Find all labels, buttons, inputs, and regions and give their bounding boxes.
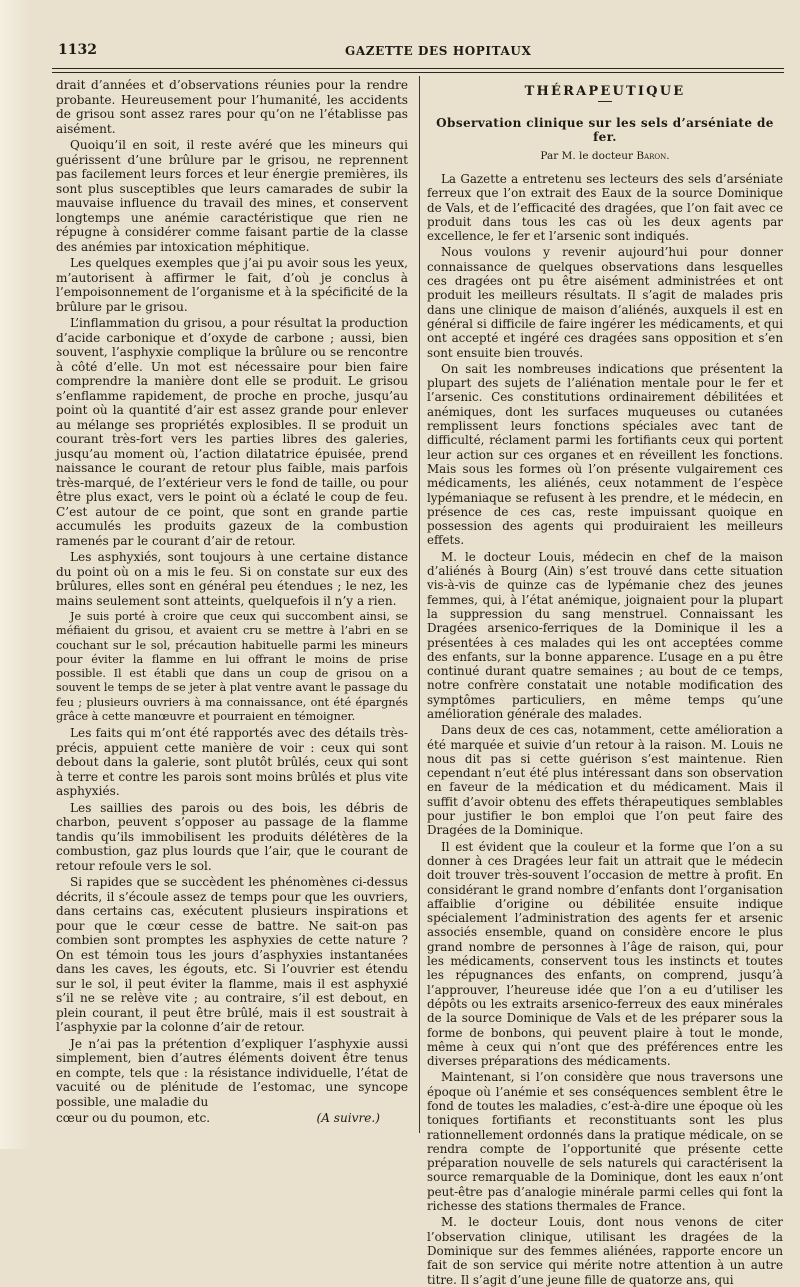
header-rule-thin [52, 72, 784, 73]
paragraph: Nous voulons y revenir aujourd’hui pour donner connaissance de quelques observations dans lesquelles ces dragées ont pu être aisément administrées et ont produit les meilleurs résultats. Il s’agit de malades pris dans une clinique de maison d’aliénés, auxquels il est en général si difficile de faire ingérer les médicaments, et qui ont accepté et ingéré ces dragées sans opposition et s’en sont ensuite bien trouvés. [427, 245, 783, 360]
paragraph: Il est évident que la couleur et la forme que l’on a su donner à ces Dragées leur fait un attrait que le médecin doit trouver très-souvent l’occasion de mettre à profit. En considérant le grand nombre d’enfants dont l’organisation affaiblie d’origine ou débilitée ensuite indique spécialement l’administration des agents fer et arsenic associés ensemble, quand on considère encore le plus grand nombre de personnes à l’âge de raison, qui, pour les médicaments, conservent tous les instincts et toutes les répugnances des enfants, on comprend, jusqu’à l’approuver, l’heureuse idée que l’on a eu d’utiliser les dépôts ou les extraits arsenico-ferreux des eaux minérales de la source Dominique de Vals et de les préparer sous la forme de bonbons, qui peuvent plaire à tout le monde, même à ceux qui n’ont que des préférences entre les diverses préparations des médicaments. [427, 839, 783, 1069]
paragraph: L’inflammation du grisou, a pour résultat la production d’acide carbonique et d’oxyde de carbone ; aussi, bien souvent, l’asphyxie complique la brûlure ou se rencontre à côté d’elle. Un mot est nécessaire pour bien faire comprendre la manière dont elle se produit. Le grisou s’enflamme rapidement, de proche en proche, jusqu’au point où la quantité d’air est assez grande pour enlever au mélange ses propriétés explosibles. Il se produit un courant très-fort vers les parties libres des galeries, jusqu’au moment où, l’action dilatatrice épuisée, prend naissance le courant de retour plus faible, mais parfois très-marqué, de l’extérieur vers le fond de taille, ou pour être plus exact, vers le point où a éclaté le coup de feu. C’est autour de ce point, que sont en grande partie accumulés les produits gazeux de la combustion ramenés par le courant d’air de retour. [56, 316, 408, 548]
paragraph: M. le docteur Louis, dont nous venons de citer l’observation clinique, utilisant les dragées de la Dominique sur des femmes aliénées, rapporte encore un fait de son service qui mérite notre attention à un autre titre. Il s’agit d’une jeune fille de quatorze ans, qui [427, 1215, 783, 1287]
paragraph: Si rapides que se succèdent les phénomènes ci-dessus décrits, il s’écoule assez de temps pour que les ouvriers, dans certains cas, exécutent plusieurs inspirations et pour que le cœur cesse de battre. Ne sait-on pas combien sont promptes les asphyxies de cette nature ? On est témoin tous les jours d’asphyxies instantanées dans les caves, les égouts, etc. Si l’ouvrier est étendu sur le sol, il peut éviter la flamme, mais il est asphyxié s’il ne se relève vite ; au contraire, s’il est debout, en plein courant, il peut être brûlé, mais il est soustrait à l’asphyxie par la colonne d’air de retour. [56, 875, 408, 1035]
paragraph: Les saillies des parois ou des bois, les débris de charbon, peuvent s’opposer au passage de la flamme tandis qu’ils immobilisent les produits délétères de la combustion, gaz plus lourds que l’air, que le courant de retour refoule vers le sol. [56, 800, 408, 873]
page-edge [0, 0, 32, 1149]
section-rule [598, 101, 612, 102]
byline-author: Baron. [636, 150, 670, 162]
header-rule [52, 68, 784, 69]
last-line: cœur ou du poumon, etc. [56, 1111, 211, 1126]
byline-prefix: Par M. le docteur [540, 150, 634, 162]
column-divider [419, 76, 420, 1133]
paragraph: Maintenant, si l’on considère que nous traversons une époque où l’anémie et ses conséquences semblent être le fond de toutes les maladies, c’est-à-dire une époque où les toniques fortifiants et reconstituants sont les plus rationnellement ordonnés dans la pratique médicale, on se rendra compte de l’opportunité que présente cette préparation nouvelle de sels naturels qui caractérisent la source remarquable de la Dominique, dont les eaux n’ont peut-être pas d’analogie minérale parmi celles qui font la richesse des stations thermales de France. [427, 1070, 783, 1214]
paragraph: Je suis porté à croire que ceux qui succombent ainsi, se méfiaient du grisou, et avaient cru se mettre à l’abri en se couchant sur le sol, précaution habituelle parmi les mineurs pour éviter la flamme en lui offrant le moins de prise possible. Il est établi que dans un coup de grisou on a souvent le temps de se jeter à plat ventre avant le passage du feu ; plusieurs ouvriers à ma connaissance, ont été épargnés grâce à cette manœuvre et pourraient en témoigner. [56, 610, 408, 724]
byline [427, 150, 783, 162]
closing-line [56, 1111, 408, 1125]
section-title: THÉRAPEUTIQUE [524, 84, 686, 99]
paragraph: Dans deux de ces cas, notamment, cette amélioration a été marquée et suivie d’un retour à la raison. M. Louis ne nous dit pas si cette guérison s’est maintenue. Rien cependant n’eut été plus intéressant dans son observation en faveur de la médication et du médicament. Mais il suffit d’avoir obtenu des effets thérapeutiques semblables pour justifier le bon emploi que l’on peut faire des Dragées de la Dominique. [427, 723, 783, 838]
article-title: Observation clinique sur les sels d’arséniate de fer. [436, 116, 774, 144]
paragraph: Les asphyxiés, sont toujours à une certaine distance du point où on a mis le feu. Si on constate sur eux des brûlures, elles sont en général peu étendues ; le nez, les mains seulement sont atteints, quelquefois il n’y a rien. [56, 550, 408, 608]
paragraph: M. le docteur Louis, médecin en chef de la maison d’aliénés à Bourg (Ain) s’est trouvé dans cette situation vis-à-vis de quinze cas de lypémanie chez des jeunes femmes, qui, à l’état anémique, joignaient pour la plupart la suppression du sang menstruel. Connaissant les Dragées arsenico-ferriques de la Dominique il les a présentées à ces malades qui les ont acceptées comme des enfants, sur la bonne apparence. L’usage en a pu être continué durant quatre semaines ; au bout de ce temps, notre confrère constatait une notable modification des symptômes particuliers, en même temps qu’une amélioration générale des malades. [427, 549, 783, 721]
right-column [427, 78, 783, 1287]
paragraph: Quoiqu’il en soit, il reste avéré que les mineurs qui guérissent d’une brûlure par le grisou, ne reprennent pas facilement leurs forces et leur énergie premières, ils sont plus susceptibles que leurs camarades de subir la mauvaise influence du travail des mines, et conservent longtemps une anémie caractéristique que rien ne répugne à considérer comme faisant partie de la classe des anémies par intoxication méphitique. [56, 138, 408, 254]
paragraph: drait d’années et d’observations réunies pour la rendre probante. Heureusement pour l’humanité, les accidents de grisou sont assez rares pour qu’on ne l’établisse pas aisément. [56, 78, 408, 136]
left-column [56, 78, 408, 1134]
continued-note: (A suivre.) [316, 1111, 380, 1126]
running-title: GAZETTE DES HOPITAUX [345, 44, 532, 58]
paragraph: La Gazette a entretenu ses lecteurs des sels d’arséniate ferreux que l’on extrait des Eaux de la source Dominique de Vals, et de l’efficacité des dragées, que l’on fait avec ce produit dans tous les cas où les deux agents par excellence, le fer et l’arsenic sont indiqués. [427, 172, 783, 244]
paragraph: Je n’ai pas la prétention d’expliquer l’asphyxie aussi simplement, bien d’autres éléments doivent être tenus en compte, tels que : la résistance individuelle, l’état de vacuité ou de plénitude de l’estomac, une syncope possible, une maladie du [56, 1036, 408, 1109]
page-number: 1132 [58, 42, 97, 58]
page-header [40, 38, 788, 66]
paragraph: Les faits qui m’ont été rapportés avec des détails très-précis, appuient cette manière de voir : ceux qui sont debout dans la galerie, sont plutôt brûlés, ceux qui sont à terre et contre les parois sont moins brûlés et plus vite asphyxiés. [56, 726, 408, 799]
paragraph: On sait les nombreuses indications que présentent la plupart des sujets de l’aliénation mentale pour le fer et l’arsenic. Ces constitutions ordinairement débilitées et anémiques, dont les surfaces muqueuses ou cutanées remplissent leurs fonctions spéciales avec tant de difficulté, réclament parmi les fortifiants ceux qui portent leur action sur ces organes et en réveillent les fonctions. Mais sous les formes où l’on présente vulgairement ces médicaments, les aliénés, ceux notamment de l’espèce lypémaniaque se refusent à les prendre, et le médecin, en présence de ces cas, reste impuissant quoique en possession des agents qui produiraient les meilleurs effets. [427, 361, 783, 548]
paragraph: Les quelques exemples que j’ai pu avoir sous les yeux, m’autorisent à affirmer le fait, d’où je conclus à l’empoisonnement de l’organisme et à la spécificité de la brûlure par le grisou. [56, 256, 408, 314]
